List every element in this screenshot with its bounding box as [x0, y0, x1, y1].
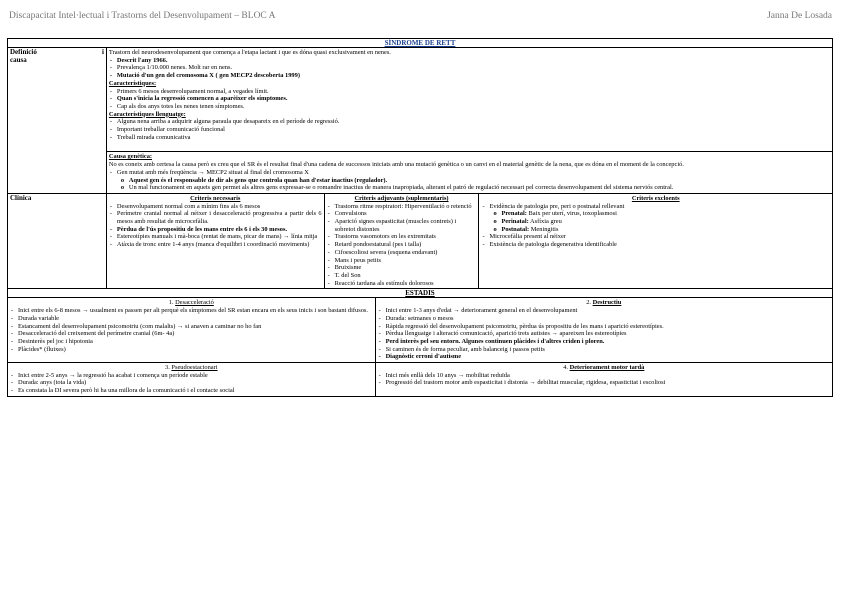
adjuvant-item: - Aparició signes espasticitat (muscles contrets) i sobretot distonies: [327, 218, 477, 233]
caracteristica-item: - Quan s'inicia la regressió comencen a aparèixer els símptomes.: [109, 95, 830, 103]
llenguatge-title: Característiques llenguatge:: [108, 110, 186, 118]
estadi-item: - Durada: anys (tota la vida): [10, 379, 373, 387]
definicio-item: - Descrit l'any 1966.: [109, 57, 830, 65]
estadi-1-num: 1.: [168, 299, 174, 307]
adjuvant-item: - Reacció tardana als estímuls dolorosos: [327, 280, 477, 288]
excloent-item: - Microcefàlia present al néixer: [481, 233, 830, 241]
definicio-label-a: Definició: [10, 48, 37, 56]
excloent-item: - Evidència de patologia pre, peri o postnatal rellevant: [481, 203, 830, 211]
definicio-item: - Mutació d'un gen del cromosoma X ( gen MECP2 descoberta 1999): [109, 72, 830, 80]
caracteristica-item: - Primers 6 mesos desenvolupament normal, a vegades límit.: [109, 88, 830, 96]
clinica-label: Clínica: [8, 193, 107, 288]
excloent-sub-key: Perinatal:: [501, 218, 529, 226]
excloent-sub-key: Prenatal:: [501, 210, 527, 218]
estadi-4-title: Deteriorament motor tardà: [569, 364, 645, 372]
caracteristiques-title: Característiques:: [108, 79, 157, 87]
genetica-subitem: o Aquest gen és el responsable de dir als gens que controla quan han d'estar inactius (regulador).: [109, 177, 830, 185]
estadi-item: - Pèrdua llenguatge i alteració comunicació, aparició trets autistes → apareixen les estereotípies: [378, 330, 830, 338]
criteris-necessaris: [106, 193, 324, 288]
llenguatge-item: - Treball mirada comunicativa: [109, 134, 830, 142]
adjuvant-item: - Convulsions: [327, 210, 477, 218]
criteris-adjuvants: [324, 193, 479, 288]
adjuvant-item: - Trastorns ritme respiratori: Hiperventilació o retenció: [327, 203, 477, 211]
definicio-intro: Trastorn del neurodesenvolupament que comença a l'etapa lactant i que es dóna quasi exclusivament en nenes.: [108, 49, 391, 56]
document-header-title: Discapacitat Intel·lectual i Trastorns del Desenvolupament – BLOC A: [9, 11, 276, 21]
estadi-item: - Desacceleració del creixement del perímetre cranial (6m- 4a): [10, 330, 373, 338]
estadi-item: - Desinterès pel joc i hipotonia: [10, 338, 373, 346]
adjuvant-item: - T. del Son: [327, 272, 477, 280]
excloent-item: - Existència de patologia degenerativa identificable: [481, 241, 830, 249]
caracteristica-item: - Cap als dos anys totes les nenes tenen símptomes.: [109, 103, 830, 111]
excloent-sub-value: Asfíxia greu: [530, 218, 562, 226]
estadi-item: - Si caminen és de forma peculiar, amb balanceig i passos petits: [378, 346, 830, 354]
necessari-item: - Perímetre cranial normal al néixer i desacceleració progressiva a partir dels 6 mesos amb resultat de microcefàlia.: [109, 210, 322, 225]
criteris-necessaris-title: Criteris necessaris: [190, 194, 241, 202]
estadi-item: - Ràpida regressió del desenvolupament psicomotriu, pèrdua ús propositiu de les mans i aparició estereotípies.: [378, 323, 830, 331]
necessari-item: - Pèrdua de l'ús propositiu de les mans entre els 6 i els 30 mesos.: [109, 226, 322, 234]
estadi-item: - Durada variable: [10, 315, 373, 323]
genetica-item: - Gen mutat amb més freqüència → MECP2 situat al final del cromosoma X: [109, 169, 830, 177]
estadi-2: [375, 298, 832, 363]
excloent-sub-key: Postnatal:: [501, 225, 530, 233]
definicio-item: - Prevalença 1/10.000 nenes. Molt rar en nens.: [109, 64, 830, 72]
estadi-2-num: 2.: [586, 299, 591, 307]
estadi-1-title: Desacceleració: [175, 299, 214, 307]
llenguatge-item: - Important treballar comunicació funcional: [109, 126, 830, 134]
estadi-item: - Es constata la DI severa però hi ha una millora de la comunicació i el contacte social: [10, 387, 373, 395]
genetica-title: Causa genètica:: [108, 153, 153, 161]
excloent-sub-value: Baix per uterí, virus, toxoplasmosi: [528, 210, 617, 218]
estadi-item: - Plàcides* (fluixes): [10, 346, 373, 354]
adjuvant-item: - Retard pondoestatural (pes i talla): [327, 241, 477, 249]
definicio-label-b: i: [101, 48, 104, 56]
necessari-item: - Desenvolupament normal com a mínim fins als 6 mesos: [109, 203, 322, 211]
estadi-item: - Inici entre 2-5 anys → la regressió ha acabat i comença un període estable: [10, 372, 373, 380]
definicio-label-c: causa: [10, 55, 27, 64]
estadis-title: ESTADIS: [8, 289, 833, 298]
estadi-2-title: Destructiu: [592, 299, 622, 307]
criteris-excloents: [479, 193, 833, 288]
estadi-3-num: 3.: [165, 364, 170, 372]
estadi-item: - Durada: setmanes o mesos: [378, 315, 830, 323]
criteris-adjuvants-title: Criteris adjuvants (suplementaris): [354, 194, 449, 202]
estadi-item: - Inici més enllà dels 10 anys → mobilitat reduïda: [378, 372, 830, 380]
section-title: SÍNDROME DE RETT: [8, 39, 833, 48]
adjuvant-item: - Bruixisme: [327, 264, 477, 272]
estadi-3-title: Pseudoestacionari: [171, 364, 218, 372]
genetica-text: No es coneix amb certesa la causa però es creu que el SR és el resultat final d'una cadena de successos iniciats amb una mutació genètica o un canvi en el material genètic de la nena, que es dóna en el moment de la concepció.: [108, 161, 684, 169]
adjuvant-item: - Mans i peus petits: [327, 257, 477, 265]
llenguatge-item: - Alguna nena arriba a adquirir alguna paraula que desapareix en el període de regressió.: [109, 118, 830, 126]
adjuvant-item: - Trastorns vasomotors en les extremitats: [327, 233, 477, 241]
estadi-item: - Progressió del trastorn motor amb espasticitat i distonia → debilitat muscular, rigidesa, espasticitat i escoliosi: [378, 379, 830, 387]
criteris-excloents-title: Criteris excloents: [631, 194, 680, 202]
estadi-1: [8, 298, 376, 363]
genetica-subitem: o Un mal funcionament en aquets gen permet als altres gens expressar-se o romandre inactius de manera inapropiada, alterant el patró de regulació necessari pel correcta desenvolupament del sistema nerviós central.: [109, 184, 830, 192]
estadi-4: [375, 363, 832, 397]
rett-syndrome-table: [7, 38, 833, 397]
adjuvant-item: - Cifoescoliosi severa (esquena endavant): [327, 249, 477, 257]
estadi-item: - Estancament del desenvolupament psicomotriu (com malalts) → si anaven a caminar no ho fan: [10, 323, 373, 331]
estadi-item: - Diagnòstic erroni d'autisme: [378, 353, 830, 361]
excloent-sub-value: Meningitis: [530, 225, 559, 233]
estadi-item: - Inici entre 1-3 anys d'edat → deteriorament general en el desenvolupament: [378, 307, 830, 315]
necessari-item: - Atàxia de tronc entre 1-4 anys (manca d'equilibri i coordinació moviments): [109, 241, 322, 249]
definicio-content: [106, 48, 832, 194]
estadi-item: - Inici entre els 6-8 mesos → usualment es passen per alt perquè els símptomes del SR estan encara en els seus inicis i son bastant difusos.: [10, 307, 373, 315]
estadi-3: [8, 363, 376, 397]
estadi-4-num: 4.: [563, 364, 568, 372]
document-header-author: Janna De Losada: [767, 11, 832, 21]
necessari-item: - Estereotípies manuals i mà-boca (rentat de mans, picar de mans) → línia mitja: [109, 233, 322, 241]
definicio-label: [8, 48, 107, 194]
estadi-item: - Perd interès pel seu entorn. Algunes continuen plàcides i d'altres criden i ploren.: [378, 338, 830, 346]
